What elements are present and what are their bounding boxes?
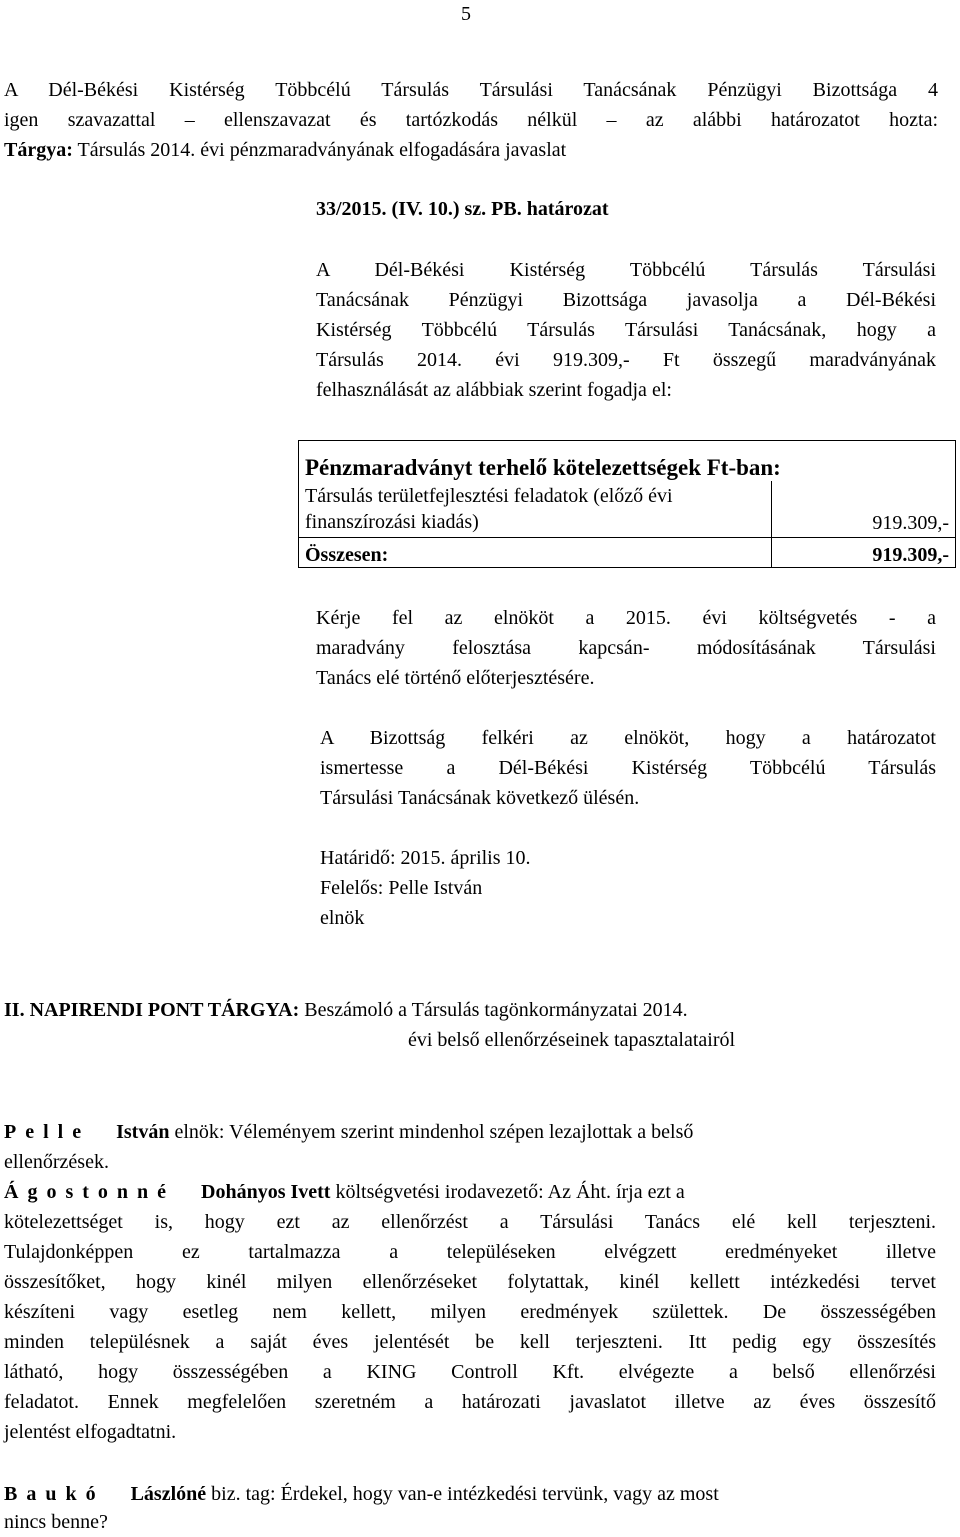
intro-subject bbox=[4, 139, 566, 162]
speech-agostonne-line-2: kötelezettséget is, hogy ezt az ellenőrzést a Társulási Tanács elé kell terjeszteni. bbox=[4, 1211, 936, 1233]
resolution-line-3: Kistérség Többcélú Társulás Társulási Tanácsának, hogy a bbox=[316, 319, 936, 341]
table-total-value: 919.309,- bbox=[772, 538, 956, 568]
responsible-role: elnök bbox=[320, 907, 365, 929]
speech-agostonne bbox=[4, 1181, 685, 1204]
responsible: Felelős: Pelle István bbox=[320, 877, 483, 899]
speech-agostonne-line-4: összesítőket, hogy kinél milyen ellenőrzéseket folytattak, kinél kellett intézkedési tervet bbox=[4, 1271, 936, 1293]
resolution-line-2: Tanácsának Pénzügyi Bizottsága javasolja a Dél-Békési bbox=[316, 289, 936, 311]
speech-pelle bbox=[4, 1121, 936, 1144]
resolution-title bbox=[316, 198, 609, 221]
speech-pelle-line-2: ellenőrzések. bbox=[4, 1151, 109, 1173]
table-total-label: Összesen: bbox=[299, 538, 772, 568]
agenda-heading bbox=[4, 999, 688, 1022]
speech-pelle-text: elnök: Véleményem szerint mindenhol szépen lezajlottak a belső bbox=[169, 1121, 694, 1143]
table-title: Pénzmaradványt terhelő kötelezettségek Ft-ban: bbox=[299, 441, 956, 482]
committee-line-1: A Bizottság felkéri az elnököt, hogy a határozatot bbox=[320, 727, 936, 749]
speech-agostonne-line-7: látható, hogy összességében a KING Controll Kft. elvégezte a belső ellenőrzési bbox=[4, 1361, 936, 1383]
speech-bauko-text: biz. tag: Érdekel, hogy van-e intézkedési tervünk, vagy az most bbox=[206, 1483, 719, 1505]
resolution-line-5: felhasználását az alábbiak szerint fogadja el: bbox=[316, 379, 672, 401]
speech-agostonne-line-3: Tulajdonképpen ez tartalmazza a településeken elvégzett eredményeket illetve bbox=[4, 1241, 936, 1263]
page-number: 5 bbox=[461, 3, 471, 25]
speaker-firstname-agostonne: Dohányos Ivett bbox=[201, 1181, 331, 1203]
liabilities-table bbox=[298, 440, 956, 568]
resolution-number: 33/2015. (IV. 10.) sz. PB. bbox=[316, 198, 522, 220]
intro-line-1: A Dél-Békési Kistérség Többcélú Társulás Társulási Tanácsának Pénzügyi Bizottsága 4 bbox=[4, 79, 938, 101]
speech-agostonne-text: költségvetési irodavezető: Az Áht. írja ezt a bbox=[330, 1181, 685, 1203]
speaker-surname-agostonne: Ágostonné bbox=[4, 1181, 176, 1203]
resolution-word: határozat bbox=[521, 198, 609, 220]
speech-bauko bbox=[4, 1483, 719, 1506]
committee-line-3: Társulási Tanácsának következő ülésén. bbox=[320, 787, 640, 809]
committee-line-2: ismertesse a Dél-Békési Kistérség Többcélú Társulás bbox=[320, 757, 936, 779]
request-line-2: maradvány felosztása kapcsán- módosításának Társulási bbox=[316, 637, 936, 659]
agenda-text: Beszámoló a Társulás tagönkormányzatai 2014. bbox=[299, 999, 688, 1021]
speech-bauko-line-2: nincs benne? bbox=[4, 1511, 108, 1533]
speech-agostonne-line-8: feladatot. Ennek megfelelően szeretném a határozati javaslatot illetve az éves összesítő bbox=[4, 1391, 936, 1413]
agenda-line-2: évi belső ellenőrzéseinek tapasztalatairól bbox=[408, 1029, 736, 1051]
speaker-firstname-pelle: István bbox=[116, 1121, 170, 1143]
speech-agostonne-last: jelentést elfogadtatni. bbox=[4, 1421, 177, 1443]
intro-line-2: igen szavazattal – ellenszavazat és tartózkodás nélkül – az alábbi határozatot hozta: bbox=[4, 109, 938, 131]
table-row-label-1: Társulás területfejlesztési feladatok (előző évi bbox=[305, 485, 673, 507]
table-row-label-2: finanszírozási kiadás) bbox=[305, 511, 479, 533]
table-row-label bbox=[299, 481, 772, 538]
request-line-3: Tanács elé történő előterjesztésére. bbox=[316, 667, 595, 689]
subject-label: Tárgya: bbox=[4, 139, 73, 161]
agenda-label: II. NAPIRENDI PONT TÁRGYA: bbox=[4, 999, 300, 1021]
speech-agostonne-line-6: minden településnek a saját éves jelentését be kell terjeszteni. Itt pedig egy összesítés bbox=[4, 1331, 936, 1353]
request-line-1: Kérje fel az elnököt a 2015. évi költségvetés - a bbox=[316, 607, 936, 629]
speaker-firstname-bauko: Lászlóné bbox=[130, 1483, 207, 1505]
deadline: Határidő: 2015. április 10. bbox=[320, 847, 531, 869]
resolution-line-4: Társulás 2014. évi 919.309,- Ft összegű maradványának bbox=[316, 349, 936, 371]
speech-agostonne-line-5: készíteni vagy esetleg nem kellett, milyen eredmények születtek. De összességében bbox=[4, 1301, 936, 1323]
table-row-value: 919.309,- bbox=[772, 481, 956, 538]
resolution-line-1: A Dél-Békési Kistérség Többcélú Társulás Társulási bbox=[316, 259, 936, 281]
speaker-surname-bauko: Baukó bbox=[4, 1483, 105, 1505]
speaker-surname-pelle: Pelle bbox=[4, 1121, 91, 1143]
subject-text: Társulás 2014. évi pénzmaradványának elfogadására javaslat bbox=[72, 139, 567, 161]
